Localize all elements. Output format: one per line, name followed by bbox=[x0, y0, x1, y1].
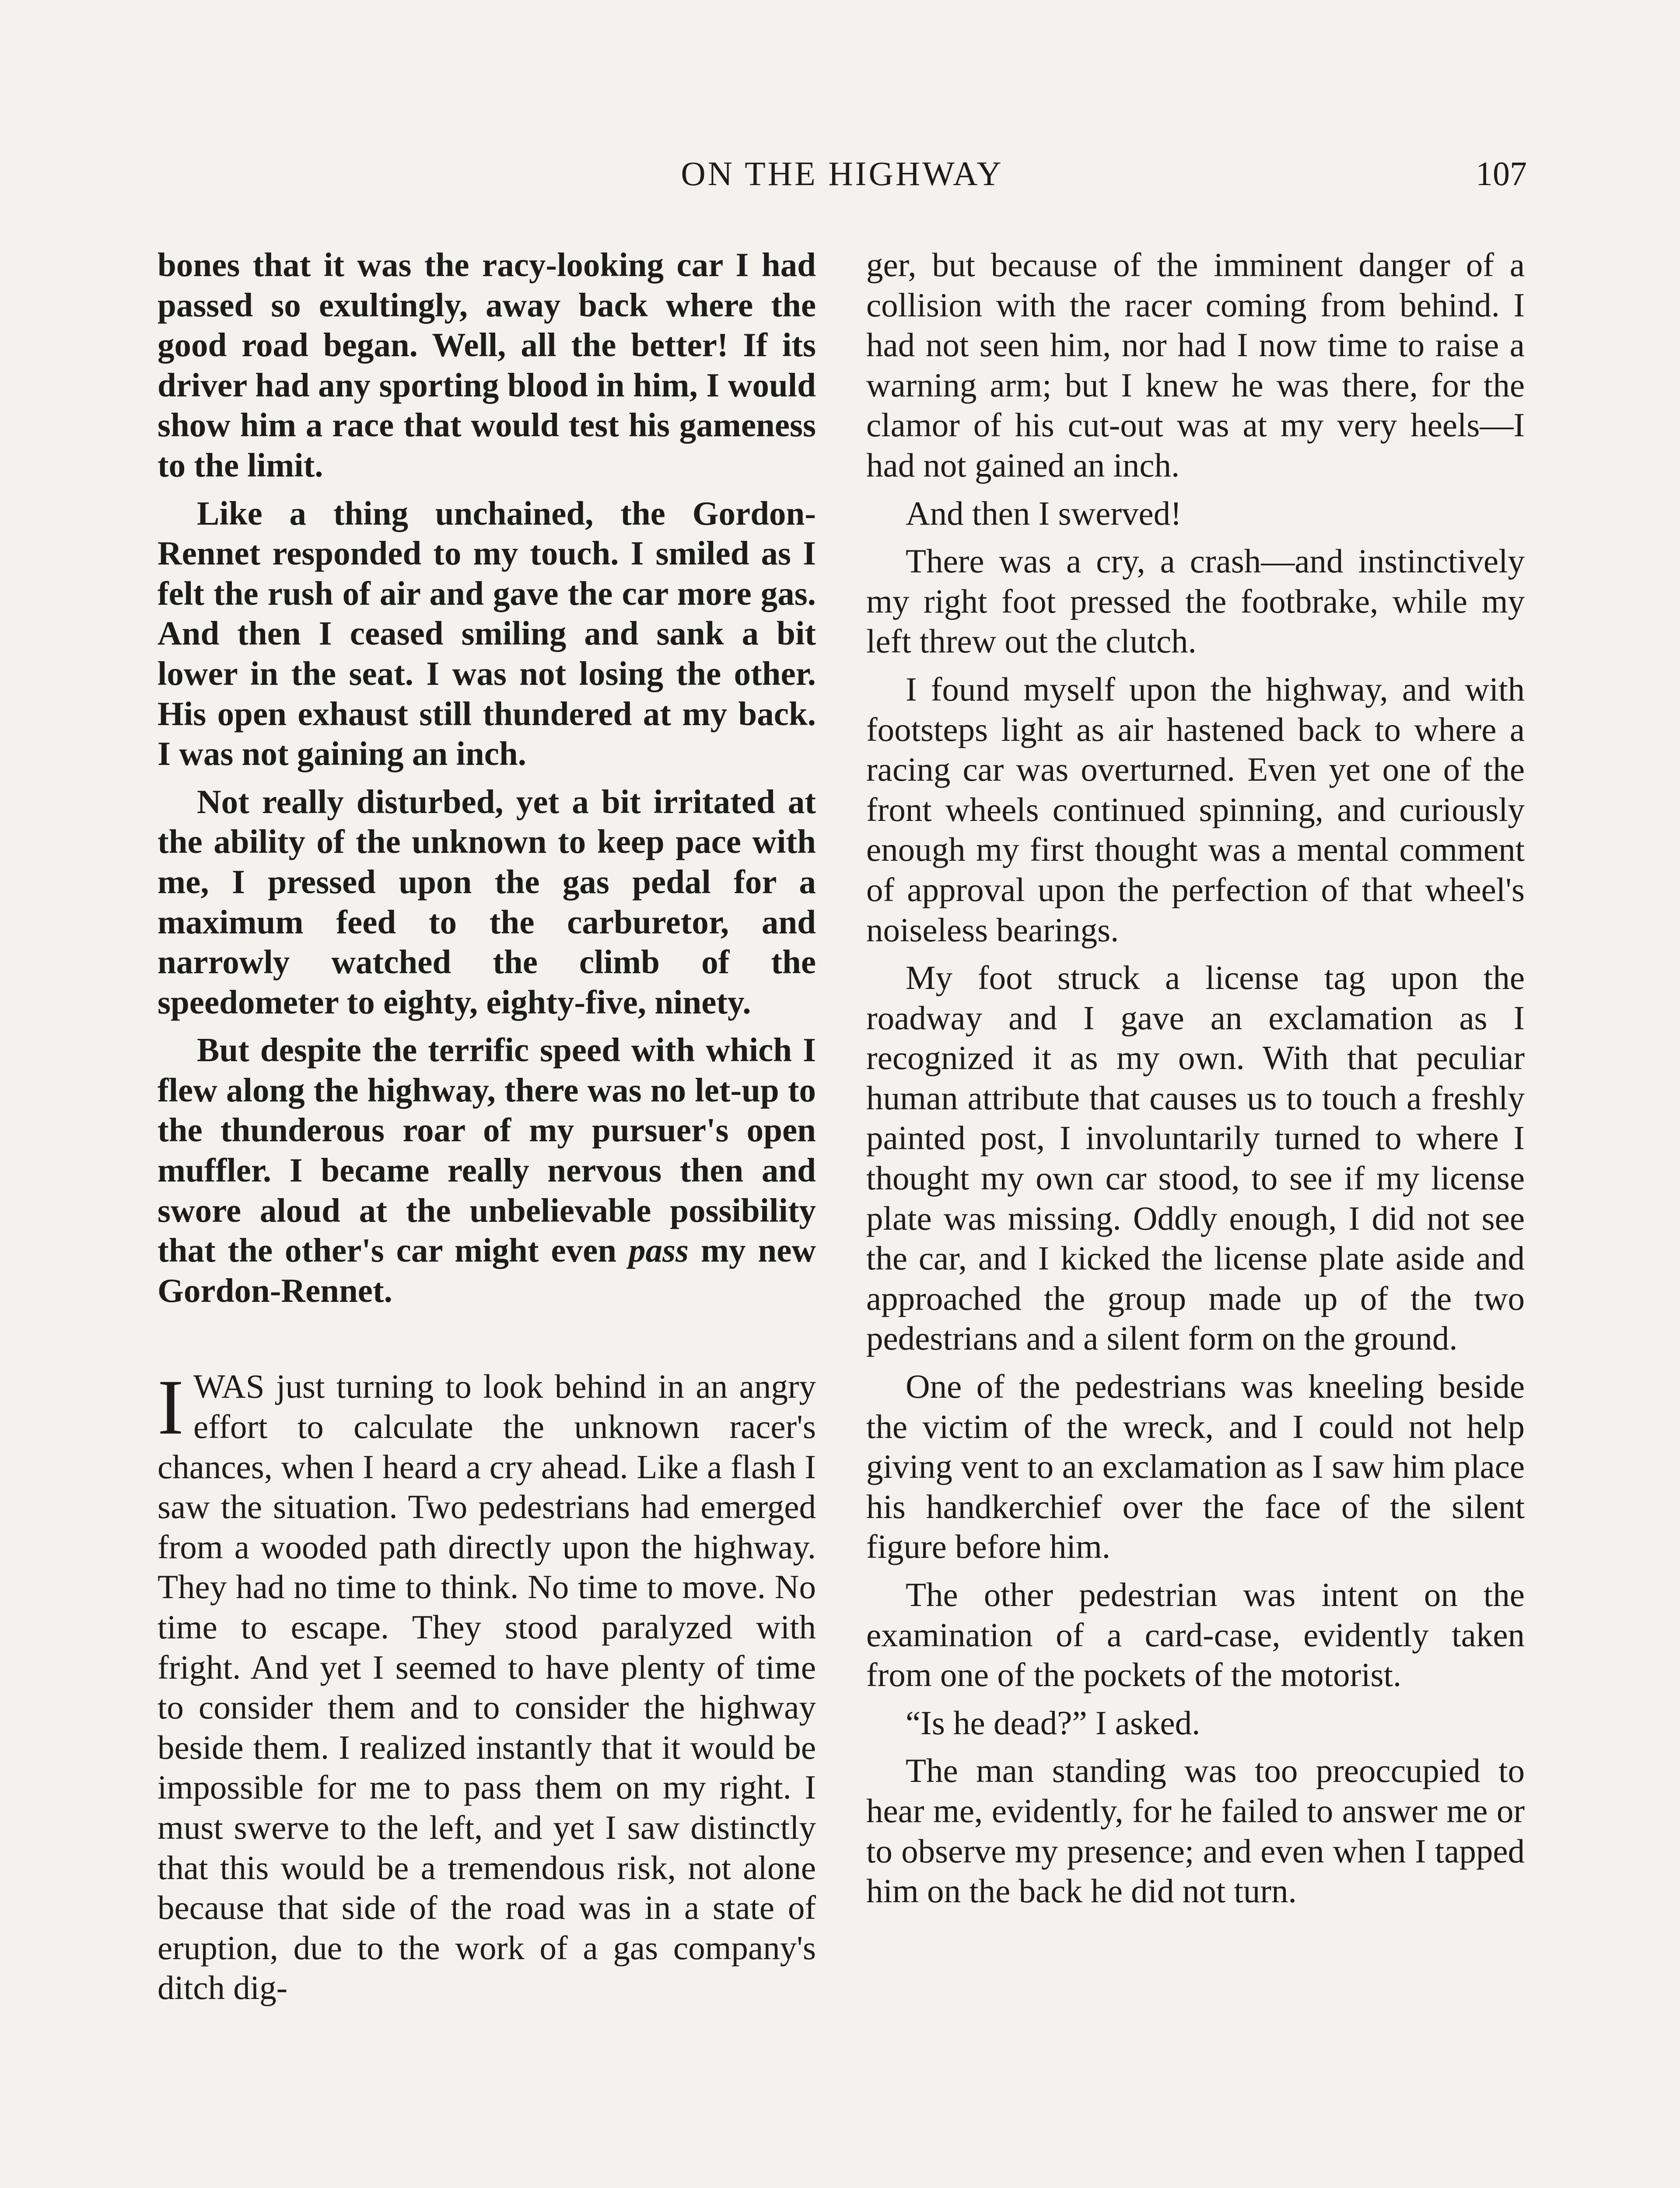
paragraph: And then I swerved! bbox=[906, 494, 1182, 532]
right-column bbox=[866, 245, 1525, 1919]
paragraph bbox=[158, 1364, 816, 2008]
paragraph bbox=[158, 1030, 816, 1311]
page-header bbox=[158, 154, 1527, 202]
section-break bbox=[158, 1318, 816, 1367]
paragraph: ger, but because of the imminent danger of a collision with the racer coming from behind. I had not seen him, nor had I now time to raise a warning arm; but I knew he was there, for the clamor of his cut-out was at my very heels—I had not gained an inch. bbox=[866, 246, 1525, 484]
paragraph: One of the pedestrians was kneeling beside the victim of the wreck, and I could not help giving vent to an exclamation as I saw him place his handkerchief over the face of the silent figure before him. bbox=[866, 1368, 1525, 1566]
paragraph: I found myself upon the highway, and with footsteps light as air hastened back to where a racing car was overturned. Even yet one of the front wheels continued spinning, and curiously enough my first thought was a mental comment of approval upon the perfection of that wheel's noiseless bearings. bbox=[866, 670, 1525, 949]
paragraph: Not really disturbed, yet a bit irritated at the ability of the unknown to keep pace with me, I pressed upon the gas pedal for a maximum feed to the carburetor, and narrowly watched the climb of the speedometer to eighty, eighty-five, ninety. bbox=[158, 782, 816, 1021]
paragraph: There was a cry, a crash—and instinctively my right foot pressed the footbrake, while my left threw out the clutch. bbox=[866, 542, 1525, 660]
running-head: ON THE HIGHWAY bbox=[681, 154, 1004, 193]
paragraph-text: But despite the terrific speed with which I flew along the highway, there was no let-up to the thunderous roar of my pursuer's open muffler. I became really nervous then and swore aloud at the unbelievable possibility that the other's car might even bbox=[158, 1031, 816, 1269]
paragraph: bones that it was the racy-looking car I had passed so exultingly, away back where the good road began. Well, all the better! If its driver had any sporting blood in him, I would show him a race that would test his gameness to the limit. bbox=[158, 246, 816, 484]
drop-cap: I bbox=[158, 1364, 184, 1451]
paragraph: My foot struck a license tag upon the roadway and I gave an exclamation as I recognized it as my own. With that peculiar human attribute that causes us to touch a freshly painted post, I involuntarily turned to where I thought my own car stood, to see if my license plate was missing. Oddly enough, I did not see the car, and I kicked the license plate aside and approached the group made up of the two pedestrians and a silent form on the ground. bbox=[866, 959, 1525, 1357]
paragraph: “Is he dead?” I asked. bbox=[906, 1704, 1200, 1742]
emphasis-text: pass bbox=[629, 1231, 689, 1269]
paragraph-text: my new Gordon-Rennet. bbox=[158, 1231, 816, 1309]
page-number: 107 bbox=[1476, 154, 1527, 193]
paragraph: Like a thing unchained, the Gordon-Rennet responded to my touch. I smiled as I felt the rush of air and gave the car more gas. And then I ceased smiling and sank a bit lower in the seat. I was not losing the other. His open exhaust still thundered at my back. I was not gaining an inch. bbox=[158, 494, 816, 773]
paragraph-text: WAS just turning to look behind in an angry effort to calculate the unknown racer's chances, when I heard a cry ahead. Like a flash I saw the situation. Two pedestrians had emerged from a wooded path directly upon the highway. They had no time to think. No time to move. No time to escape. They stood paralyzed with fright. And yet I seemed to have plenty of time to consider them and to consider the highway beside them. I realized instantly that it would be impossible for me to pass them on my right. I must swerve to the left, and yet I saw distinctly that this would be a tremendous risk, not alone because that side of the road was in a state of eruption, due to the work of a gas company's ditch dig- bbox=[158, 1368, 816, 2007]
paragraph: The other pedestrian was intent on the examination of a card-case, evidently taken from one of the pockets of the motorist. bbox=[866, 1576, 1525, 1694]
left-column bbox=[158, 245, 816, 2016]
paragraph: The man standing was too preoccupied to hear me, evidently, for he failed to answer me or to observe my presence; and even when I tapped him on the back he did not turn. bbox=[866, 1752, 1525, 1910]
